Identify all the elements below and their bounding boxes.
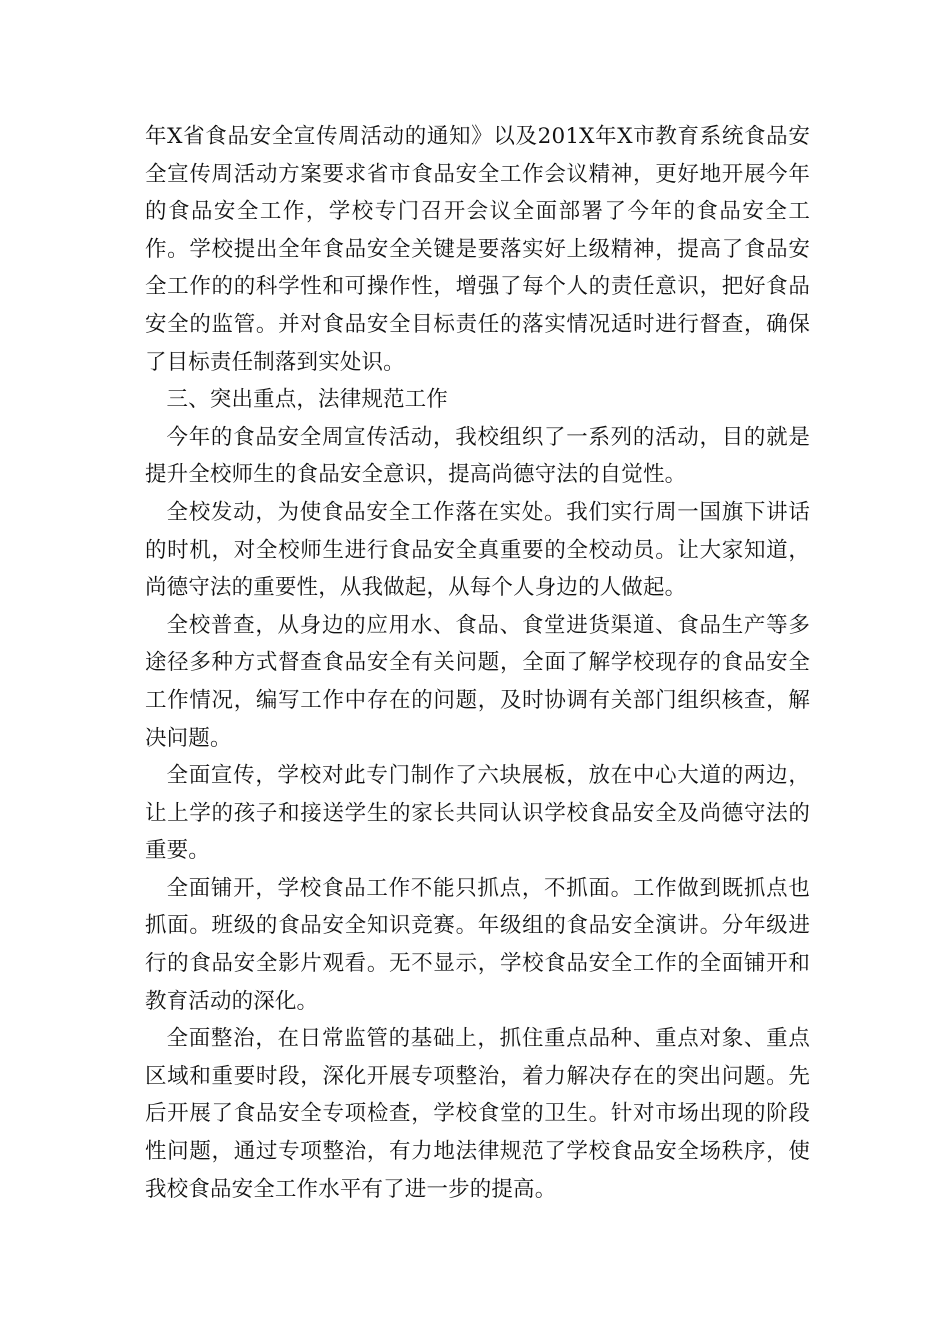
- paragraph: 今年的食品安全周宣传活动，我校组织了一系列的活动，目的就是提升全校师生的食品安全意识，提高尚德守法的自觉性。: [145, 424, 810, 488]
- paragraph: 全校普查，从身边的应用水、食品、食堂进货渠道、食品生产等多途径多种方式督查食品安全有关问题，全面了解学校现存的食品安全工作情况，编写工作中存在的问题，及时协调有关部门组织核查，解决问题。: [145, 612, 810, 751]
- paragraph: 全面整治，在日常监管的基础上，抓住重点品种、重点对象、重点区域和重要时段，深化开展专项整治，着力解决存在的突出问题。先后开展了食品安全专项检查，学校食堂的卫生。针对市场出现的阶段性问题，通过专项整治，有力地法律规范了学校食品安全场秩序，使我校食品安全工作水平有了进一步的提高。: [145, 1026, 810, 1202]
- document-body: [145, 118, 810, 1208]
- paragraph-continuation: 年X省食品安全宣传周活动的通知》以及201X年X市教育系统食品安全宣传周活动方案要求省市食品安全工作会议精神，更好地开展今年的食品安全工作，学校专门召开会议全面部署了今年的食品安全工作。学校提出全年食品安全关键是要落实好上级精神，提高了食品安全工作的的科学性和可操作性，增强了每个人的责任意识，把好食品安全的监管。并对食品安全目标责任的落实情况适时进行督查，确保了目标责任制落到实处识。: [145, 124, 810, 375]
- paragraph: 全校发动，为使食品安全工作落在实处。我们实行周一国旗下讲话的时机，对全校师生进行食品安全真重要的全校动员。让大家知道，尚德守法的重要性，从我做起，从每个人身边的人做起。: [145, 499, 810, 601]
- paragraph: 全面宣传，学校对此专门制作了六块展板，放在中心大道的两边，让上学的孩子和接送学生的家长共同认识学校食品安全及尚德守法的重要。: [145, 763, 810, 864]
- paragraph: 全面铺开，学校食品工作不能只抓点，不抓面。工作做到既抓点也抓面。班级的食品安全知识竞赛。年级组的食品安全演讲。分年级进行的食品安全影片观看。无不显示，学校食品安全工作的全面铺开和教育活动的深化。: [145, 875, 810, 1014]
- section-heading: 三、突出重点，法律规范工作: [166, 387, 448, 413]
